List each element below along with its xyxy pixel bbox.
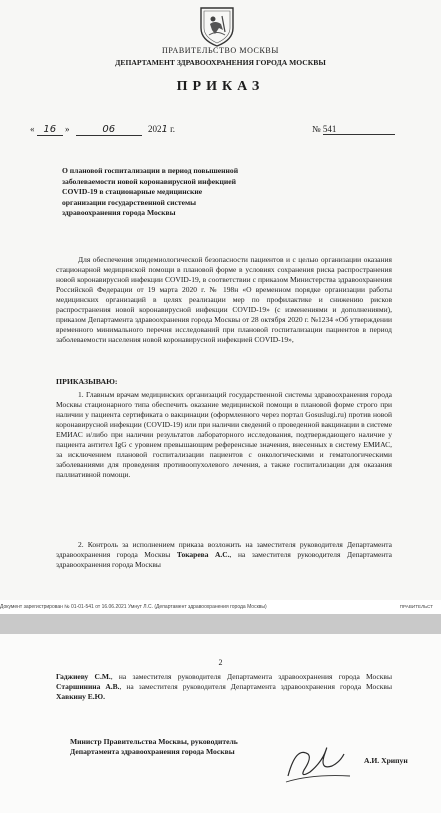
- deputy-name-starshinin: Старшинина А.В.: [56, 682, 120, 691]
- handwritten-signature-icon: [282, 736, 354, 788]
- signer-name: А.И. Хрипун: [364, 756, 408, 765]
- order-item-1: 1. Главным врачам медицинских организаций государственной системы здравоохранения города Москвы стационарного типа обеспечить оказание медицинской помощи в плановой форме строго при наличии у пациента сертификата о вакцинации (оформленного через портал Gosuslugi.ru) против новой коронавирусной инфекции (COVID-19) или при наличии сведений о проведенной вакцинации в системе ЕМИАС и/либо при наличии результатов лабораторного исследования, подтверждающего наличие у пациента антител IgG с уровнем превышающим референсные значения, внесенных в систему ЕМИАС, за исключением плановой госпитализации пациентов с онкологическими и гематологическими заболеваниями для проведения противоопухолевого лечения, а также госпитализации для оказания паллиативной помощи.: [56, 390, 392, 479]
- page-number: 2: [218, 658, 223, 667]
- order-number-value: 541: [323, 124, 395, 135]
- order-item-2: 2. Контроль за исполнением приказа возложить на заместителя руководителя Департамента здравоохранения города Москвы Токарева А.С., на заместителя руководителя Департамента здравоохранения города Москвы: [56, 540, 392, 569]
- deputy-name-khavkina: Хавкину Е.Ю.: [56, 692, 106, 701]
- order-keyword: ПРИКАЗЫВАЮ:: [56, 377, 118, 386]
- registration-note: Документ зарегистрирован № 01-01-541 от 16.06.2021 Умнут Л.С. (Департамент здравоохранения города Москвы): [0, 604, 267, 610]
- document-type-title: ПРИКАЗ: [176, 79, 265, 94]
- order-subject: О плановой госпитализации в период повышенной заболеваемости новой коронавирусной инфекцией COVID-19 в стационарные медицинские организации государственной системы здравоохранения города Москвы: [62, 166, 239, 218]
- deputy-name-gadzhiev: Гаджиеву С.М.: [56, 672, 111, 681]
- deputy-name-tokarev: Токарева А.С.: [176, 550, 230, 559]
- footer-stamp-text: ПРАВИТЕЛЬСТ: [399, 604, 433, 609]
- government-name: ПРАВИТЕЛЬСТВО МОСКВЫ: [162, 46, 279, 55]
- department-name: ДЕПАРТАМЕНТ ЗДРАВООХРАНЕНИЯ ГОРОДА МОСКВЫ: [115, 58, 326, 67]
- order-year-suffix: 1: [161, 124, 168, 135]
- signer-title: Министр Правительства Москвы, руководитель Департамента здравоохранения города Москвы: [70, 737, 238, 756]
- page-separator: [0, 614, 441, 634]
- preamble-paragraph: Для обеспечения эпидемиологической безопасности пациентов и с целью организации оказания стационарной медицинской помощи в плановой форме в условиях сохранения риска распространения новой коронавирусной инфекции COVID-19, в соответствии с приказом Министерства здравоохранения Российской Федерации от 19 марта 2020 г. № 198н «О временном порядке организации работы медицинских организаций в целях реализации мер по профилактике и снижению рисков распространения новой коронавирусной инфекции COVID-19» (с изменениями и дополнениями), приказом Департамента здравоохранения города Москвы от 28 октября 2020 г. №1234 «Об утверждении временного минимального перечня исследований при плановой госпитализации пациентов в период заболеваемости населения новой коронавирусной инфекцией COVID-19»,: [56, 255, 392, 344]
- moscow-coat-of-arms-icon: [195, 4, 239, 48]
- page2-paragraph: Гаджиеву С.М., на заместителя руководителя Департамента здравоохранения города Москвы Старшинина А.В., на заместителя руководителя Департамента здравоохранения города Москвы Хавкину Е.Ю.: [56, 672, 392, 701]
- order-number: № 541: [312, 124, 395, 135]
- order-day: 16: [37, 124, 63, 136]
- order-date: « 16 » 06 2021 г.: [30, 124, 176, 135]
- order-month: 06: [76, 124, 142, 136]
